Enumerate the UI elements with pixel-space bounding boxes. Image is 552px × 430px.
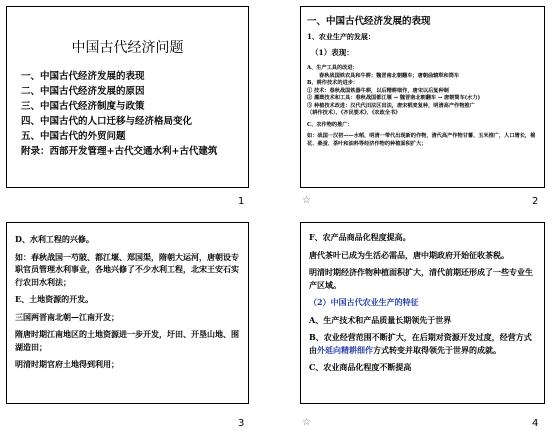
page-number: 2 bbox=[532, 196, 539, 207]
text-paragraph: C、农业商品化程度不断提高 bbox=[309, 362, 412, 372]
text-line: ③ 种植技术改进：汉代代田法区田法，唐宋稻麦复种，明清高产作物推广 bbox=[307, 102, 475, 109]
outline-item: 四、中国古代的人口迁移与经济格局变化 bbox=[21, 116, 193, 127]
text-paragraph: 明清时期经济作物种植面积扩大，清代前期还形成了一些专业生产区域。 bbox=[309, 267, 533, 290]
slide-2-subheading: （1）表现： bbox=[311, 48, 354, 57]
text-line: A、生产工具的改进： bbox=[307, 65, 358, 71]
text-line: 春秋战国铁农具和牛耕；魏晋南北朝翻车；唐朝曲辕犁和筒车 bbox=[319, 72, 460, 79]
text-paragraph: 如：春秋战国一芍陂、都江堰、郑国渠，隋朝大运河，唐朝设专职官员管理水利事业，各地兴修了不少水利工程，北宋王安石实行农田水利法； bbox=[15, 251, 239, 287]
highlight-text: 外延向精耕细作 bbox=[317, 344, 373, 355]
outline-item: 三、中国古代经济制度与政策 bbox=[21, 101, 145, 112]
text-paragraph: 唐代茶叶已成为生活必需品，唐中期政府开始征收茶税。 bbox=[309, 249, 509, 260]
text-line: ① 技术：春秋战国铁器牛耕，以后精耕细作，唐宋以后复种制 bbox=[307, 87, 449, 94]
text-paragraph: 隋唐时期江南地区的土地资源进一步开发，圩田、开垦山地、围湖造田； bbox=[15, 329, 239, 352]
slide-1-title: 中国古代经济问题 bbox=[71, 40, 184, 56]
text-paragraph: E、土地资源的开发。 bbox=[15, 294, 94, 304]
text-paragraph: F、农产品商品化程度提高。 bbox=[309, 232, 411, 242]
outline-item: 二、中国古代经济发展的原因 bbox=[21, 86, 145, 97]
outline-item: 附录：西部开发管理+古代交通水利+古代建筑 bbox=[21, 146, 218, 157]
text-line: C、农作物的推广： bbox=[307, 121, 353, 128]
text-line: B、耕作技术的进步： bbox=[307, 80, 359, 86]
text-line: （耕作技术）、《齐民要术》、《农政全书》 bbox=[307, 110, 401, 116]
star-icon: ☆ bbox=[302, 417, 311, 428]
page-number: 4 bbox=[532, 418, 539, 429]
text-paragraph: D、水利工程的兴修。 bbox=[15, 234, 94, 244]
section-heading: （2）中国古代农业生产的特征 bbox=[309, 297, 419, 307]
slide-1-outline bbox=[21, 69, 244, 159]
text-paragraph: 明清时期官府土地得到利用； bbox=[15, 359, 119, 369]
text-span: 方式转变并取得领先于世界的成就。 bbox=[373, 344, 501, 355]
text-paragraph: 如：战国一汉初——水稻，明清一带代出现新的作物，清代高产作物甘薯、玉米推广，人口增长，棉花、桑蚕、茶叶和油料等经济作物的种植面积扩大； bbox=[307, 133, 536, 147]
text-paragraph: 三国两晋南北朝—江南开发； bbox=[15, 311, 119, 322]
slide-2-heading: 一、中国古代经济发展的表现 bbox=[307, 16, 431, 27]
text-line: ② 灌溉技术和工具：春秋战国都江堰 → 魏晋南北朝翻车 → 唐朝筒车(水力) bbox=[307, 95, 481, 101]
outline-item: 五、中国古代的外贸问题 bbox=[21, 131, 126, 142]
page-number: 3 bbox=[238, 418, 245, 429]
page-number: 1 bbox=[238, 196, 245, 207]
star-icon: ☆ bbox=[302, 195, 311, 206]
slide-1[interactable] bbox=[6, 6, 249, 188]
outline-item: 一、中国古代经济发展的表现 bbox=[21, 71, 145, 82]
slide-4[interactable] bbox=[300, 222, 545, 404]
slide-3[interactable] bbox=[6, 222, 249, 404]
slide-2-subheading: 1、农业生产的发展： bbox=[307, 32, 375, 41]
text-span: B、农业经营范围不断扩大，在后期对资源开发过度，经营方式由 bbox=[309, 332, 532, 355]
text-paragraph bbox=[309, 331, 536, 356]
slide-2[interactable] bbox=[300, 6, 545, 188]
text-paragraph: A、生产技术和产品质量长期领先于世界 bbox=[309, 314, 452, 325]
